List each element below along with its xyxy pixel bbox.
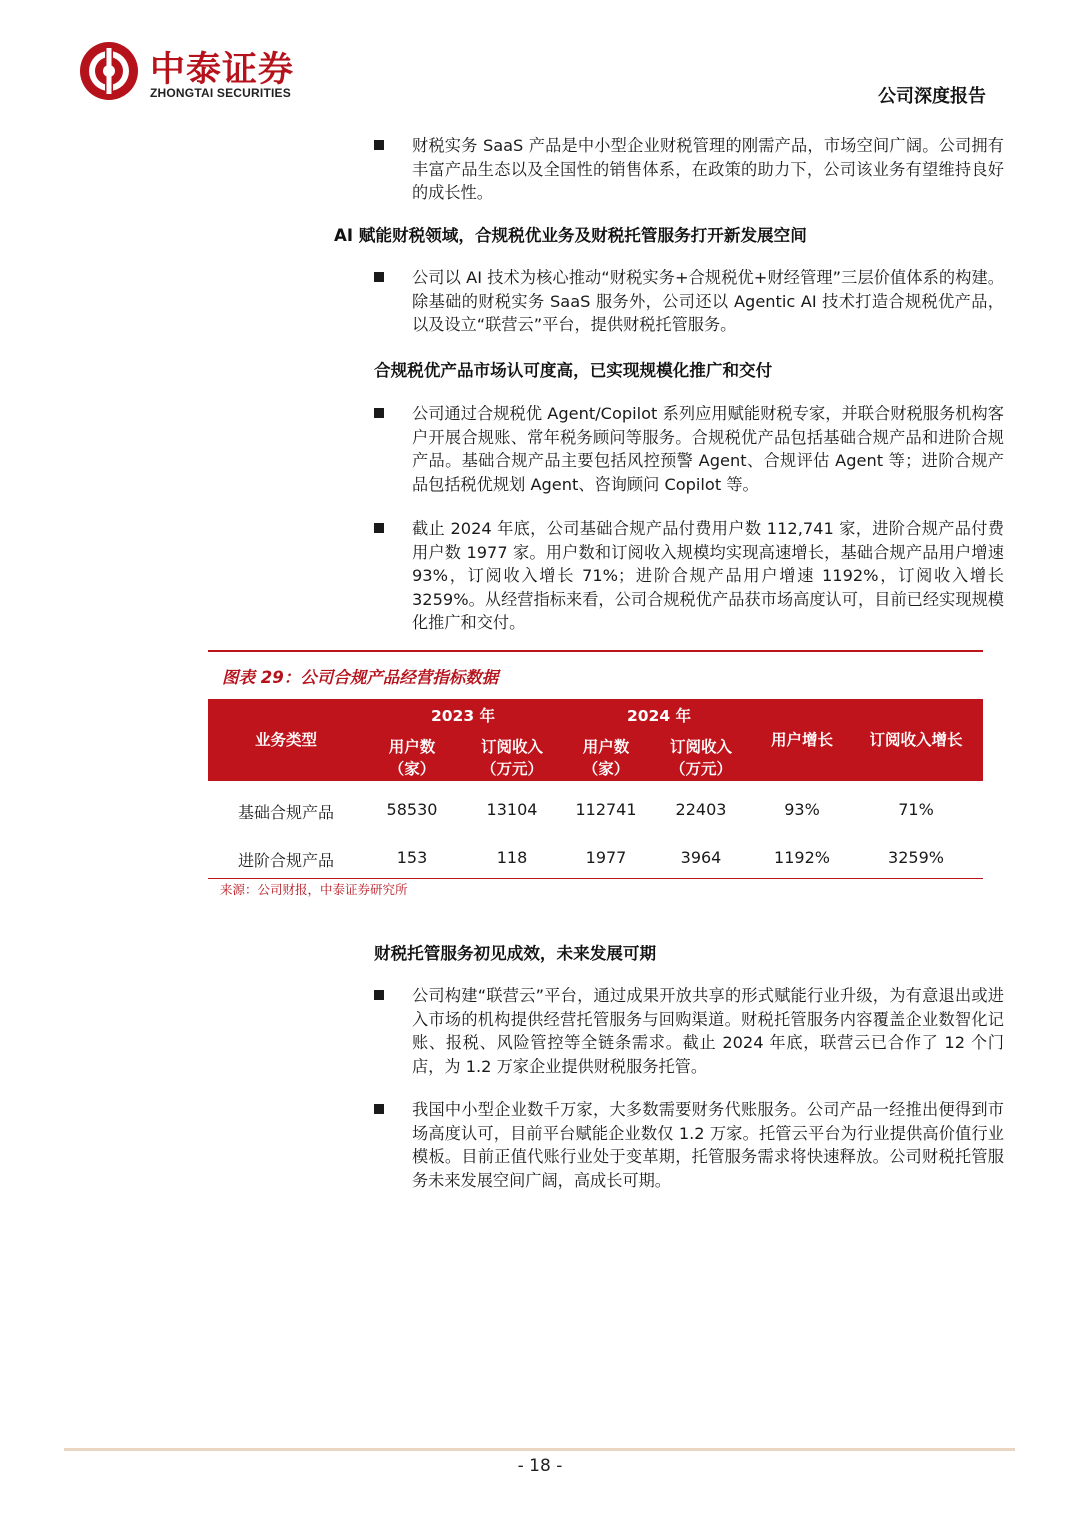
page-number: - 18 - [517, 1456, 563, 1476]
col-header-revenue-2024 [654, 736, 748, 780]
zhongtai-logo-icon [78, 40, 140, 102]
report-type-label: 公司深度报告 [878, 86, 986, 107]
paragraph-text: 截止 2024 年底，公司基础合规产品付费用户数 112,741 家，进阶合规产品付费用户数 1977 家。用户数和订阅收入规模均实现高速增长，基础合规产品用户增速 93%，订阅收入增长 71%；进阶合规产品用户增速 1192%，订阅收入增长 3259%。从经营指标来看，公司合规税优产品获市场高度认可，目前已经实现规模化推广和交付。 [412, 519, 1004, 633]
paragraph-text: 财税实务 SaaS 产品是中小型企业财税管理的刚需产品，市场空间广阔。公司拥有丰富产品生态以及全国性的销售体系，在政策的助力下，公司该业务有望维持良好的成长性。 [412, 136, 1004, 203]
bullet-square-icon [374, 1104, 384, 1114]
cell-revenue-growth: 71% [898, 800, 934, 819]
col-header-user-growth: 用户增长 [770, 731, 833, 749]
revenue-unit: （万元） [480, 760, 543, 778]
company-logo [78, 40, 340, 106]
bullet-square-icon [374, 523, 384, 533]
cell-name: 进阶合规产品 [237, 851, 334, 870]
bullet-square-icon [374, 990, 384, 1000]
table-row [208, 836, 983, 884]
col-header-revenue-2023 [466, 736, 558, 780]
users-label: 用户数 [388, 738, 436, 756]
revenue-label: 订阅收入 [669, 738, 732, 756]
logo-chinese-text: 中泰证券 [150, 50, 295, 90]
col-header-2023: 2023 年 [430, 707, 496, 725]
users-label: 用户数 [582, 738, 630, 756]
revenue-label: 订阅收入 [480, 738, 543, 756]
table-row [208, 788, 983, 836]
cell-revenue-growth: 3259% [888, 848, 944, 867]
users-unit: （家） [582, 760, 630, 778]
figure-title: 图表 29：公司合规产品经营指标数据 [222, 668, 499, 687]
paragraph-text: 公司以 AI 技术为核心推动“财税实务+合规税优+财经管理”三层价值体系的构建。除基础的财税实务 SaaS 服务外，公司还以 Agentic AI 技术打造合规税优产品，以及设立“联营云”平台，提供财税托管服务。 [412, 268, 1004, 335]
table-header [208, 699, 983, 781]
cell-revenue-2024: 3964 [680, 848, 722, 867]
paragraph-text: 公司构建“联营云”平台，通过成果开放共享的形式赋能行业升级，为有意退出或进入市场的机构提供经营托管服务与回购渠道。财税托管服务内容覆盖企业数智化记账、报税、风险管控等全链条需求。截止 2024 年底，联营云已合作了 12 个门店，为 1.2 万家企业提供财税服务托管。 [412, 986, 1004, 1076]
paragraph-text: 我国中小型企业数千万家，大多数需要财务代账服务。公司产品一经推出便得到市场高度认可，目前平台赋能企业数仅 1.2 万家。托管云平台为行业提供高价值行业模板。目前正值代账行业处于变革期，托管服务需求将快速释放。公司财税托管服务未来发展空间广阔，高成长可期。 [412, 1100, 1004, 1190]
cell-users-2023: 153 [396, 848, 428, 867]
figure-top-rule [208, 650, 983, 652]
figure-source: 来源：公司财报，中泰证券研究所 [220, 882, 408, 897]
section-heading-compliance: 合规税优产品市场认可度高，已实现规模化推广和交付 [374, 361, 773, 380]
cell-user-growth: 93% [784, 800, 820, 819]
cell-users-2023: 58530 [386, 800, 438, 819]
col-header-business-type: 业务类型 [254, 731, 317, 749]
users-unit: （家） [388, 760, 436, 778]
revenue-unit: （万元） [669, 760, 732, 778]
cell-revenue-2023: 13104 [486, 800, 538, 819]
cell-users-2024: 112741 [575, 800, 637, 819]
logo-english-text: ZHONGTAI SECURITIES [150, 86, 291, 100]
col-header-2024: 2024 年 [626, 707, 692, 725]
cell-user-growth: 1192% [774, 848, 830, 867]
table-bottom-rule [208, 878, 983, 879]
bullet-square-icon [374, 408, 384, 418]
cell-revenue-2023: 118 [496, 848, 528, 867]
cell-users-2024: 1977 [585, 848, 627, 867]
section-heading-hosting: 财税托管服务初见成效，未来发展可期 [374, 944, 657, 963]
bullet-square-icon [374, 272, 384, 282]
cell-name: 基础合规产品 [237, 803, 334, 822]
footer-rule [64, 1448, 1015, 1451]
bullet-square-icon [374, 140, 384, 150]
col-header-users-2023 [370, 736, 454, 780]
col-header-revenue-growth: 订阅收入增长 [869, 731, 963, 749]
col-header-users-2024 [564, 736, 648, 780]
cell-revenue-2024: 22403 [675, 800, 727, 819]
section-heading-ai: AI 赋能财税领域，合规税优业务及财税托管服务打开新发展空间 [334, 226, 807, 245]
paragraph-text: 公司通过合规税优 Agent/Copilot 系列应用赋能财税专家，并联合财税服务机构客户开展合规账、常年税务顾问等服务。合规税优产品包括基础合规产品和进阶合规产品。基础合规产品主要包括风控预警 Agent、合规评估 Agent 等；进阶合规产品包括税优规划 Agent、咨询顾问 Copilot 等。 [412, 404, 1004, 494]
